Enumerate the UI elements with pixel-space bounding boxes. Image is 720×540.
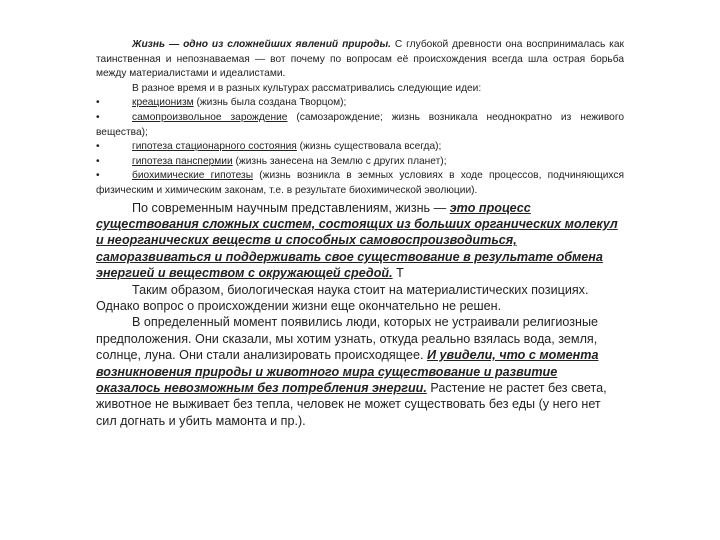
definition-intro: По современным научным представлениям, жизнь —	[132, 200, 447, 215]
intro-section	[96, 38, 624, 199]
definition-emphasis: это процесс существования сложных систем, состоящих из больших органических молекул и неорганических веществ и способных самовоспроизводиться, саморазвиваться и поддерживать свое существование в результате обмена энергией и веществом с окружающей средой.	[96, 200, 618, 281]
lead-phrase: Жизнь — одно из сложнейших явлений природы.	[132, 39, 392, 50]
list-item-creationism	[96, 96, 624, 111]
list-item-panspermia	[96, 155, 624, 170]
bullet-icon: •	[96, 97, 100, 109]
list-item-biochemical	[96, 169, 624, 198]
paragraph-people-analysis	[96, 314, 624, 429]
list-item-spontaneous-generation	[96, 111, 624, 140]
idea-desc: (жизнь была создана Творцом);	[193, 97, 347, 109]
idea-term: самопроизвольное зарождение	[132, 111, 288, 123]
idea-desc: (жизнь существовала всегда);	[296, 141, 442, 153]
energy-emphasis: И увидели, что с момента возникновения природы и животного мира существование и развитие оказалось невозможным без потребления энергии.	[96, 348, 599, 395]
paragraph-modern-definition	[96, 200, 624, 282]
list-item-steady-state	[96, 140, 624, 155]
paragraph-materialism: Таким образом, биологическая наука стоит на материалистических позициях. Однако вопрос о происхождении жизни еще окончательно не решен.	[96, 282, 589, 313]
idea-desc: (самозарождение; жизнь возникала неоднократно из неживого вещества);	[96, 111, 624, 138]
paragraph-text: С глубокой древности она воспринималась как таинственная и непознаваемая — вот почему по вопросам её происхождения всегда шла острая борьба между материалистами и идеалистами.	[96, 39, 624, 80]
idea-term: гипотеза стационарного состояния	[132, 141, 297, 153]
idea-term: гипотеза панспермии	[132, 155, 233, 167]
idea-desc: (жизнь занесена на Землю с других планет);	[232, 155, 447, 167]
idea-term: креационизм	[132, 97, 194, 109]
paragraph-ideas-intro: В разное время и в разных культурах рассматривались следующие идеи:	[132, 82, 482, 94]
bullet-icon: •	[96, 111, 100, 123]
paragraph-life-definition-history	[96, 38, 624, 82]
document-page	[96, 38, 624, 429]
bullet-icon: •	[96, 155, 100, 167]
idea-term: биохимические гипотезы	[132, 170, 254, 182]
idea-desc: (жизнь возникла в земных условиях в ходе процессов, подчиняющихся физическим и химическим законам, т.е. в результате биохимической эволюции).	[96, 170, 624, 196]
paragraph-text: В определенный момент появились люди, которых не устраивали религиозные предположения. Они сказали, мы хотим узнать, откуда реально взялась вода, земля, солнце, луна. Они стали анализировать происходящее.	[96, 315, 599, 363]
bullet-icon: •	[96, 170, 100, 182]
bullet-icon: •	[96, 141, 100, 153]
main-section	[96, 200, 624, 430]
definition-tail: Т	[392, 266, 404, 281]
paragraph-text-rest: Растение не растет без света, животное не выживает без тепла, человек не может существовать без еды (у него нет сил догнать и убить мамонта и пр.).	[96, 381, 607, 428]
